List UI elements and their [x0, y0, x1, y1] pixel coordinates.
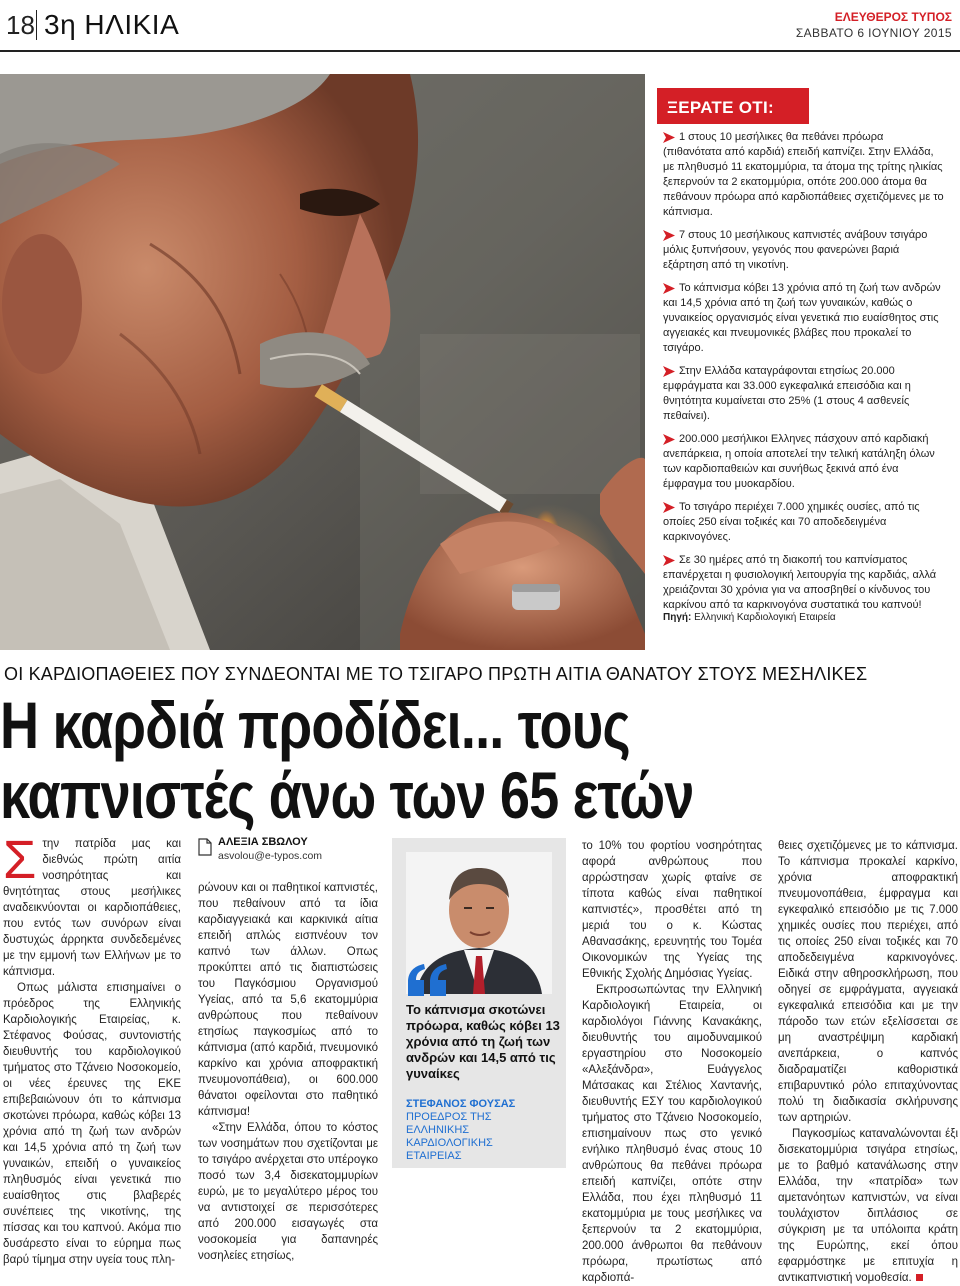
fact-text: 7 στους 10 μεσήλικους καπνιστές ανάβουν τσιγάρο μόλις ξυπνήσουν, γεγονός που φανερώνει βαριά εξάρτηση από τη νικοτίνη.	[663, 229, 928, 271]
fact-text: 1 στους 10 μεσήλικες θα πεθάνει πρόωρα (πιθανότατα από καρδιά) επειδή καπνίζει. Στην Ελλάδα, με πληθυσμό 11 εκατομμύρια, τα άτομα της τρίτης ηλικίας ξεπερνούν τα 2 εκατομμύρια, οπότε 200.000 άτομα θα πεθάνουν πρόωρα από καρδιοπάθειες σχετιζόμενες με το κάπνισμα.	[663, 131, 944, 218]
pull-quote-box	[392, 838, 566, 1168]
source-label: Πηγή:	[663, 612, 692, 623]
author-email[interactable]: asvolou@e-typos.com	[218, 850, 323, 862]
fact-text: Το τσιγάρο περιέχει 7.000 χημικές ουσίες, από τις οποίες 250 είναι τοξικές και 70 αποδεδειγμένα καρκινογόνες.	[663, 501, 920, 543]
article-paragraph: «Στην Ελλάδα, όπου το κόστος των νοσημάτων που σχετίζονται με το τσιγάρο ανέρχεται στο υπέρογκο ποσό των 3,4 δισεκατομμυρίων ευρώ, με το μεγαλύτερο μέρος του να αντιστοιχεί σε περισσότερες από 200.000 εισαγωγές στα νοσοκομεία για δαπανηρές νοσηλείες ετησίως,	[198, 1122, 378, 1262]
article-column-2	[198, 880, 378, 1264]
article-paragraph: θειες σχετιζόμενες με το κάπνισμα. Το κάπνισμα προκαλεί καρκίνο, χρόνια αποφρακτική πνευμονοπάθεια, έμφραγμα και εγκεφαλικό επεισόδιο με τις 7.000 χημικές ουσίες που περιέχει, από τις οποίες 250 είναι τοξικές και 70 αποδεδειγμένα καρκινογόνες. Ειδικά στην αθηροσκλήρωση, που οδηγεί σε εμφράγματα, αγγειακά εγκεφαλικά επεισόδια και με την πάροδο των ετών εξελίσσεται σε μη αναστρέψιμη καρδιακή ανεπάρκεια, ο καπνός διαδραματίζει καθοριστικά επιβαρυντικό ρόλο επιταχύνοντας πολύ τη διαδικασία σκλήρυνσης των αρτηριών.	[778, 840, 958, 1124]
article-paragraph	[3, 830, 181, 980]
fact-item	[663, 500, 945, 545]
author-name: ΑΛΕΞΙΑ ΣΒΩΛΟΥ	[218, 836, 308, 848]
red-arrow-bullet-icon	[663, 132, 675, 143]
fact-list	[663, 130, 945, 621]
red-arrow-bullet-icon	[663, 230, 675, 241]
section-title: 3η ΗΛΙΚΙΑ	[44, 9, 180, 40]
pull-quote-text: Το κάπνισμα σκοτώνει πρόωρα, καθώς κόβει 13 χρόνια από τη ζωή των ανδρών και 14,5 από τις γυναίκες	[406, 1002, 560, 1081]
fact-item	[663, 228, 945, 273]
article-column-1	[3, 830, 181, 1268]
issue-date: ΣΑΒΒΑΤΟ 6 ΙΟΥΝΙΟΥ 2015	[795, 26, 952, 40]
article-headline	[0, 690, 787, 830]
article-kicker: ΟΙ ΚΑΡΔΙΟΠΑΘΕΙΕΣ ΠΟΥ ΣΥΝΔΕΟΝΤΑΙ ΜΕ ΤΟ ΤΣΙΓΑΡΟ ΠΡΩΤΗ ΑΙΤΙΑ ΘΑΝΑΤΟΥ ΣΤΟΥΣ ΜΕΣΗΛΙΚΕΣ	[4, 664, 868, 684]
factbox-title: ΞΕΡΑΤΕ ΟΤΙ:	[657, 88, 809, 124]
article-paragraph: Εκπροσωπώντας την Ελληνική Καρδιολογική Εταιρεία, οι καρδιολόγοι Γιάννης Κανακάκης, διευθυντής του αιμοδυναμικού εργαστηρίου στο Νοσοκομείο «Αλεξάνδρα», Ευάγγελος Μάτσακας και Στέλιος Χαντανής, διευθυντής ΕΣΥ του καρδιολογικού τμήματος στο Τζάνειο Νοσοκομείο, επισημαίνουν πως στο γενικό ενήλικο πληθυσμό ένας στους 10 ανθρώπους θα πεθάνει πρόωρα επειδή καπνίζει, οπότε στην Ελλάδα, που έχει πληθυσμό 11 εκατομμύρια με τους μεσήλικες να ξεπερνούν τα 2 εκατομμύρια, 200.000 άνθρωποι θα πεθάνουν πρόωρα, πρωτίστως από καρδιοπά-	[582, 984, 762, 1284]
byline	[198, 836, 378, 876]
factbox-source	[663, 612, 836, 623]
quote-mark-icon	[406, 962, 448, 998]
masthead	[0, 0, 960, 52]
article-paragraph	[778, 1126, 958, 1286]
page-number: 18	[6, 10, 35, 40]
fact-text: Στην Ελλάδα καταγράφονται ετησίως 20.000 εμφράγματα και 33.000 εγκεφαλικά επεισόδια και η θνητότητα κυμαίνεται στο 25% (1 στους 4 ασθενείς πεθαίνει).	[663, 365, 911, 422]
red-square-end-mark	[916, 1274, 923, 1281]
fact-text: Το κάπνισμα κόβει 13 χρόνια από τη ζωή των ανδρών και 14,5 χρόνια από τη ζωή των γυναικών, καθώς ο γυναικείος οργανισμός είναι γενετικά πιο ευαίσθητος στις αγγειακές και πνευμονικές βλάβες που προκαλεί το τσιγάρο.	[663, 282, 941, 354]
red-arrow-bullet-icon	[663, 283, 675, 294]
article-paragraph: το 10% του φορτίου νοσηρότητας αφορά ανθρώπους που αρρώστησαν χωρίς φταίνε σε τίποτα καθώς είναι παθητικοί καπνιστές», προσθέτει από τη μεριά του ο κ. Κώστας Αθανασάκης, ερευνητής του Τομέα Οικονομικών της Υγείας της Εθνικής Σχολής Δημόσιας Υγείας.	[582, 840, 762, 980]
document-icon	[198, 838, 212, 856]
fact-item	[663, 432, 945, 492]
fact-item	[663, 364, 945, 424]
paragraph-text: Παγκοσμίως καταναλώνονται έξι δισεκατομμύρια τσιγάρα ετησίως, με το βαθμό κατανάλωσης στην Ελλάδα, την «πατρίδα» των αμετανόητων καπνιστών, να είναι τουλάχιστον διπλάσιος σε σύγκριση με τα υπόλοιπα κράτη της Ευρώπης, εκεί όπου εφαρμόστηκε με επιτυχία η αντικαπνιστική νομοθεσία.	[778, 1128, 958, 1284]
fact-item	[663, 553, 945, 613]
drop-cap: Σ	[3, 830, 37, 890]
newspaper-name: ΕΛΕΥΘΕΡΟΣ ΤΥΠΟΣ	[834, 10, 952, 24]
red-arrow-bullet-icon	[663, 555, 675, 566]
fact-text: Σε 30 ημέρες από τη διακοπή του καπνίσματος επανέρχεται η φυσιολογική λειτουργία της καρδιάς, αλλά χρειάζονται 30 χρόνια για να αποσβηθεί ο κίνδυνος του καρκίνου από τα καρκινογόνα συστατικά του καπνού!	[663, 554, 937, 611]
headline-line-1: Η καρδιά προδίδει... τους	[0, 688, 630, 762]
headline-line-2: καπνιστές άνω των 65 ετών	[0, 758, 694, 832]
source-text: Ελληνική Καρδιολογική Εταιρεία	[694, 612, 836, 623]
red-arrow-bullet-icon	[663, 434, 675, 445]
article-column-5	[778, 838, 958, 1286]
masthead-divider	[36, 10, 37, 40]
article-column-4	[582, 838, 762, 1286]
article-paragraph: ρώνουν και οι παθητικοί καπνιστές, που πεθαίνουν από τα ίδια καρδιαγγειακά και καρκινικά αίτια επειδή απλώς εισπνέουν τον καπνό των άλλων. Οπως προκύπτει από τις διαπιστώσεις του Παγκόσμιου Οργανισμού Υγείας, από τα 5,6 εκατομμύρια ανθρώπους που πεθαίνουν ετησίως παγκοσμίως από το κάπνισμα (από καρδιά, πνευμονικό καρκίνο και χρόνια αποφρακτική πνευμονοπάθεια), οι 600.000 θάνατοι οφείλονται στο παθητικό κάπνισμα!	[198, 882, 378, 1118]
fact-item	[663, 281, 945, 356]
quote-author-role: ΠΡΟΕΔΡΟΣ ΤΗΣ ΕΛΛΗΝΙΚΗΣ ΚΑΡΔΙΟΛΟΓΙΚΗΣ ΕΤΑΙΡΕΙΑΣ	[406, 1111, 493, 1162]
red-arrow-bullet-icon	[663, 502, 675, 513]
fact-item	[663, 130, 945, 220]
smoker-photo	[0, 74, 645, 650]
did-you-know-box	[645, 88, 945, 633]
red-arrow-bullet-icon	[663, 366, 675, 377]
article-paragraph: Οπως μάλιστα επισημαίνει ο πρόεδρος της Ελληνικής Καρδιολογικής Εταιρείας, κ. Στέφανος Φούσας, συντονιστής διευθυντής του καρδιολογικού τμήματος στο Τζάνειο Νοσοκομείο, οι νέες έρευνες της ΕΚΕ επιβεβαιώνουν ότι το κάπνισμα σκοτώνει πρόωρα, καθώς κόβει 13 χρόνια από τη ζωή των ανδρών και 14,5 χρόνια από τη ζωή των γυναικών, επειδή ο γυναικείος πληθυσμός είναι γενετικά πιο ευαίσθητος στις βλαβερές συνέπειες της νικοτίνης, της πίσσας και του καπνού. Ακόμα πιο δυσάρεστο είναι το εύρημα πως βαρύ τίμημα στην υγεία τους πλη-	[3, 982, 181, 1266]
fact-text: 200.000 μεσήλικοι Ελληνες πάσχουν από καρδιακή ανεπάρκεια, η οποία αποτελεί την τελική κατάληξη όλων των καρδιοπαθειών και συνήθως ξεκινά από ένα έμφραγμα του μυοκαρδίου.	[663, 433, 935, 490]
paragraph-text: την πατρίδα μας και διεθνώς πρώτη αιτία νοσηρότητας και θνητότητας στους μεσήλικες αναδεικνύονται οι καρδιοπάθειες, που εντός των συνόρων είναι δυστυχώς άρρηκτα συνδεδεμένες με την εμμονή των Ελλήνων με το κάπνισμα.	[3, 838, 181, 978]
quote-author-name: ΣΤΕΦΑΝΟΣ ΦΟΥΣΑΣ	[406, 1098, 516, 1110]
